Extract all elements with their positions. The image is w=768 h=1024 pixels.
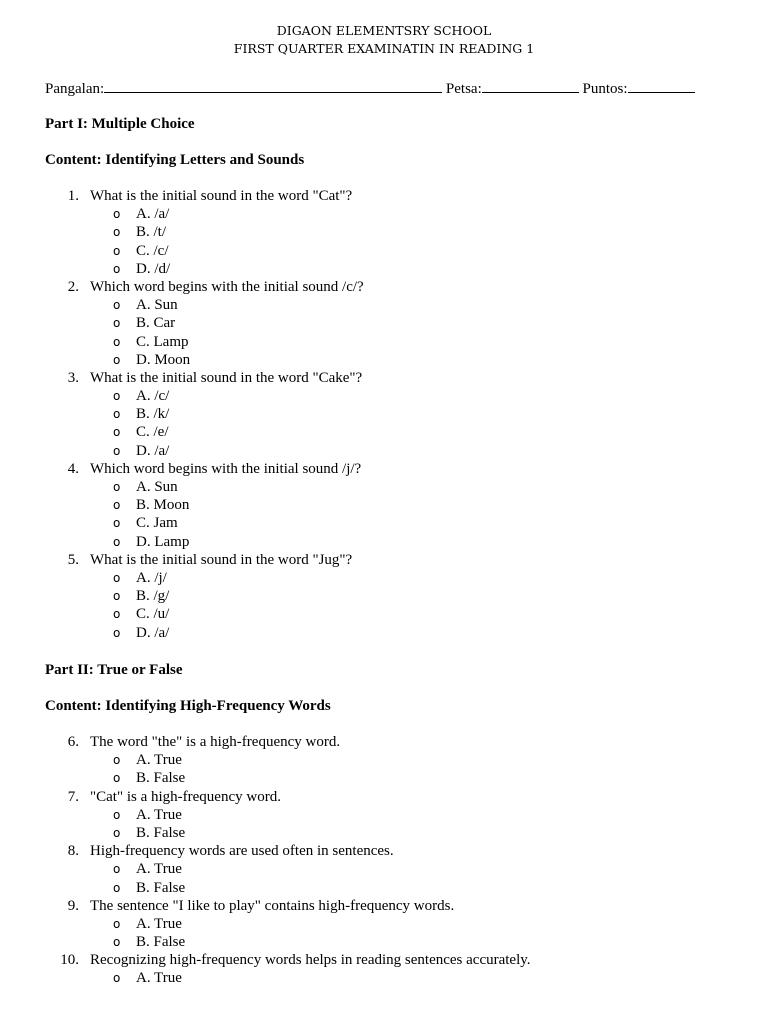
answer-option[interactable] (0, 205, 768, 223)
question-item (0, 733, 768, 751)
question-item (0, 951, 768, 969)
option-text: A. /j/ (136, 569, 167, 586)
name-blank[interactable] (104, 79, 442, 93)
hollow-bullet-icon: o (113, 807, 121, 822)
question-number: 4. (67, 460, 79, 477)
option-text: A. Sun (136, 297, 178, 314)
answer-option[interactable] (0, 915, 768, 933)
option-text: C. /e/ (136, 424, 169, 441)
question-text: Which word begins with the initial sound /c/? (90, 278, 364, 295)
option-text: A. /c/ (136, 388, 170, 405)
answer-option[interactable] (0, 496, 768, 514)
hollow-bullet-icon: o (113, 207, 121, 222)
option-text: C. /c/ (136, 242, 169, 259)
answer-option[interactable] (0, 514, 768, 532)
option-text: A. /a/ (136, 206, 170, 223)
hollow-bullet-icon: o (113, 534, 121, 549)
answer-option[interactable] (0, 605, 768, 623)
question-number: 5. (67, 551, 79, 568)
answer-option[interactable] (0, 860, 768, 878)
hollow-bullet-icon: o (113, 352, 121, 367)
hollow-bullet-icon: o (113, 971, 121, 986)
question-number: 7. (67, 788, 79, 805)
hollow-bullet-icon: o (113, 243, 121, 258)
answer-option[interactable] (0, 405, 768, 423)
option-text: B. False (136, 770, 186, 787)
part2-question-list (0, 733, 768, 988)
question-text: What is the initial sound in the word "Jug"? (90, 551, 353, 568)
answer-option[interactable] (0, 569, 768, 587)
option-text: A. True (136, 752, 182, 769)
hollow-bullet-icon: o (113, 298, 121, 313)
answer-option[interactable] (0, 624, 768, 642)
score-label: Puntos: (582, 81, 628, 97)
hollow-bullet-icon: o (113, 225, 121, 240)
hollow-bullet-icon: o (113, 498, 121, 513)
answer-option[interactable] (0, 223, 768, 241)
question-item (0, 788, 768, 806)
hollow-bullet-icon: o (113, 425, 121, 440)
answer-option[interactable] (0, 587, 768, 605)
question-item (0, 897, 768, 915)
question-text: Which word begins with the initial sound /j/? (90, 460, 362, 477)
answer-option[interactable] (0, 387, 768, 405)
answer-option[interactable] (0, 333, 768, 351)
name-label: Pangalan: (45, 81, 105, 97)
option-text: B. Car (136, 315, 176, 332)
hollow-bullet-icon: o (113, 407, 121, 422)
answer-option[interactable] (0, 423, 768, 441)
option-text: B. /t/ (136, 224, 167, 241)
question-number: 9. (67, 897, 79, 914)
answer-option[interactable] (0, 969, 768, 987)
score-blank[interactable] (628, 79, 695, 93)
hollow-bullet-icon: o (113, 825, 121, 840)
hollow-bullet-icon: o (113, 516, 121, 531)
answer-option[interactable] (0, 751, 768, 769)
question-number: 1. (67, 188, 79, 204)
option-text: A. Sun (136, 479, 178, 495)
option-text: A. True (136, 861, 182, 878)
option-text: B. Moon (136, 497, 190, 514)
part2-content-title: Content: Identifying High-Frequency Words (45, 698, 331, 714)
answer-option[interactable] (0, 478, 768, 496)
option-text: A. True (136, 970, 182, 987)
part1-question-list (0, 187, 768, 642)
answer-option[interactable] (0, 260, 768, 278)
answer-option[interactable] (0, 242, 768, 260)
option-text: C. Jam (136, 515, 178, 532)
question-text: The word "the" is a high-frequency word. (90, 734, 341, 750)
hollow-bullet-icon: o (113, 389, 121, 404)
hollow-bullet-icon: o (113, 880, 121, 895)
option-text: A. True (136, 915, 182, 932)
answer-option[interactable] (0, 933, 768, 951)
question-text: "Cat" is a high-frequency word. (90, 788, 281, 805)
answer-option[interactable] (0, 806, 768, 824)
exam-title: FIRST QUARTER EXAMINATIN IN READING 1 (233, 41, 535, 56)
option-text: B. /g/ (136, 588, 170, 605)
option-text: D. Moon (136, 351, 191, 368)
hollow-bullet-icon: o (113, 935, 121, 950)
question-item (0, 551, 768, 569)
answer-option[interactable] (0, 351, 768, 369)
answer-option[interactable] (0, 769, 768, 787)
question-text: The sentence "I like to play" contains high-frequency words. (90, 897, 455, 914)
hollow-bullet-icon: o (113, 771, 121, 786)
question-text: High-frequency words are used often in sentences. (90, 843, 394, 860)
hollow-bullet-icon: o (113, 753, 121, 768)
hollow-bullet-icon: o (113, 334, 121, 349)
question-number: 10. (60, 952, 79, 969)
option-text: D. Lamp (136, 533, 190, 550)
hollow-bullet-icon: o (113, 607, 121, 622)
question-item (0, 369, 768, 387)
answer-option[interactable] (0, 879, 768, 897)
student-info-line (45, 79, 695, 98)
option-text: C. /u/ (136, 606, 170, 623)
question-number: 8. (67, 843, 79, 860)
question-text: What is the initial sound in the word "Cake"? (90, 369, 363, 386)
question-item (0, 278, 768, 296)
option-text: B. False (136, 934, 186, 951)
hollow-bullet-icon: o (113, 862, 121, 877)
option-text: B. /k/ (136, 406, 170, 423)
option-text: B. False (136, 879, 186, 896)
hollow-bullet-icon: o (113, 570, 121, 585)
question-number: 2. (67, 278, 79, 295)
question-number: 6. (67, 734, 79, 750)
option-text: B. False (136, 824, 186, 841)
hollow-bullet-icon: o (113, 480, 121, 494)
answer-option[interactable] (0, 314, 768, 332)
question-item (0, 842, 768, 860)
school-name: DIGAON ELEMENTSRY SCHOOL (276, 23, 492, 38)
hollow-bullet-icon: o (113, 916, 121, 931)
answer-option[interactable] (0, 824, 768, 842)
option-text: C. Lamp (136, 333, 189, 350)
option-text: D. /d/ (136, 260, 171, 277)
question-number: 3. (67, 369, 79, 386)
date-blank[interactable] (482, 79, 579, 93)
option-text: D. /a/ (136, 442, 170, 459)
answer-option[interactable] (0, 296, 768, 314)
answer-option[interactable] (0, 533, 768, 551)
question-text: What is the initial sound in the word "Cat"? (90, 188, 353, 204)
option-text: D. /a/ (136, 624, 170, 641)
hollow-bullet-icon: o (113, 625, 121, 640)
option-text: A. True (136, 806, 182, 823)
part1-title: Part I: Multiple Choice (45, 116, 195, 132)
question-item (0, 187, 768, 205)
hollow-bullet-icon: o (113, 443, 121, 458)
part1-content-title: Content: Identifying Letters and Sounds (45, 152, 305, 168)
date-label: Petsa: (445, 81, 482, 97)
question-text: Recognizing high-frequency words helps in reading sentences accurately. (90, 952, 531, 969)
hollow-bullet-icon: o (113, 316, 121, 331)
answer-option[interactable] (0, 442, 768, 460)
hollow-bullet-icon: o (113, 589, 121, 604)
question-item (0, 460, 768, 478)
part2-title: Part II: True or False (45, 662, 183, 678)
hollow-bullet-icon: o (113, 261, 121, 276)
